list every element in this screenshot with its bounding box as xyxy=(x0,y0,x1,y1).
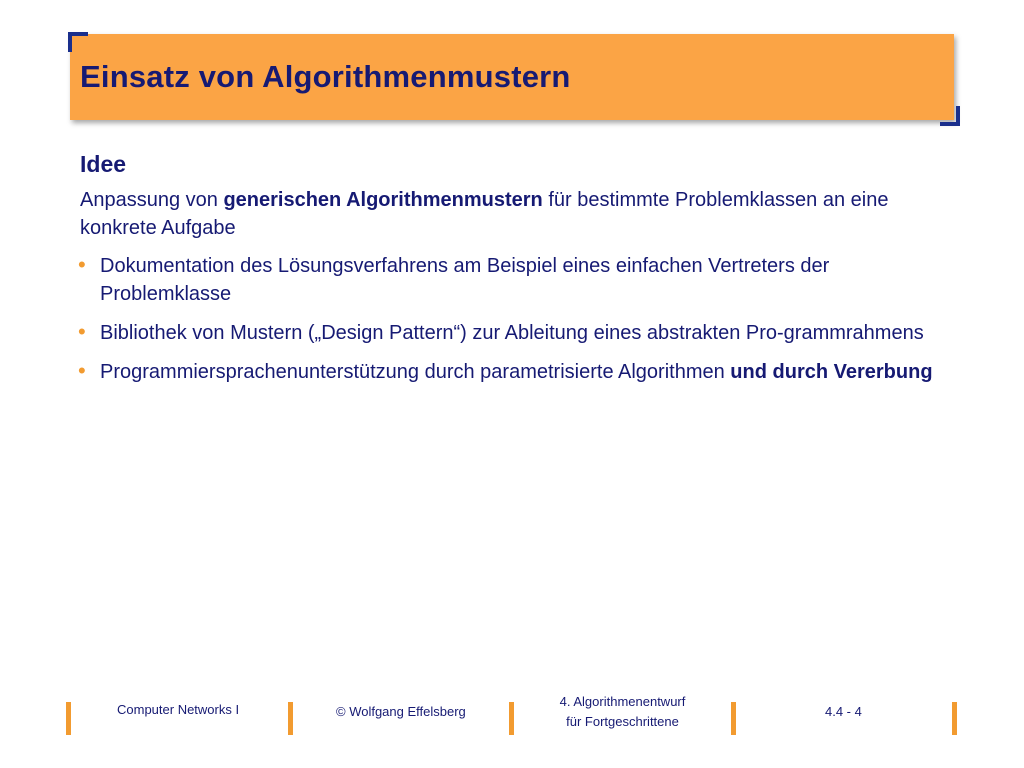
bullet-item xyxy=(80,319,940,347)
bullet-item xyxy=(80,252,940,308)
slide-content xyxy=(80,150,940,397)
slide-title: Einsatz von Algorithmenmustern xyxy=(80,59,571,94)
footer-page-number: 4.4 - 4 xyxy=(825,704,862,719)
intro-suffix: für bestimmte Problemklassen an eine konkrete Aufgabe xyxy=(80,189,889,239)
footer-divider xyxy=(66,702,71,735)
slide-footer xyxy=(0,690,1024,740)
footer-divider xyxy=(288,702,293,735)
footer-chapter-line2: für Fortgeschrittene xyxy=(566,714,679,729)
bullet-icon: • xyxy=(78,319,86,344)
intro-bold: generischen Algorithmenmustern xyxy=(223,189,543,211)
footer-course: Computer Networks I xyxy=(117,702,240,717)
bullet-icon: • xyxy=(78,252,86,277)
title-corner-bottom-right xyxy=(940,106,960,126)
bullet-text: Dokumentation des Lösungsverfahrens am Beispiel eines einfachen Vertreters der Problemklasse xyxy=(100,255,830,305)
bullet-bold: und durch Vererbung xyxy=(730,361,933,383)
footer-divider xyxy=(731,702,736,735)
footer-chapter-line1: 4. Algorithmenentwurf xyxy=(559,694,686,709)
bullet-text: Bibliothek von Mustern („Design Pattern“) zur Ableitung eines abstrakten Pro-grammrahmens xyxy=(100,322,924,344)
footer-author: © Wolfgang Effelsberg xyxy=(336,704,466,719)
footer-divider xyxy=(509,702,514,735)
intro-prefix: Anpassung von xyxy=(80,189,224,211)
bullet-list xyxy=(80,252,940,386)
intro-paragraph xyxy=(80,186,940,242)
section-heading: Idee xyxy=(80,151,127,177)
bullet-text: Programmiersprachenunterstützung durch parametrisierte Algorithmen xyxy=(100,361,731,383)
footer-chapter xyxy=(540,692,705,732)
bullet-item xyxy=(80,358,940,386)
bullet-icon: • xyxy=(78,358,86,383)
footer-divider xyxy=(952,702,957,735)
title-corner-top-left xyxy=(68,32,88,52)
